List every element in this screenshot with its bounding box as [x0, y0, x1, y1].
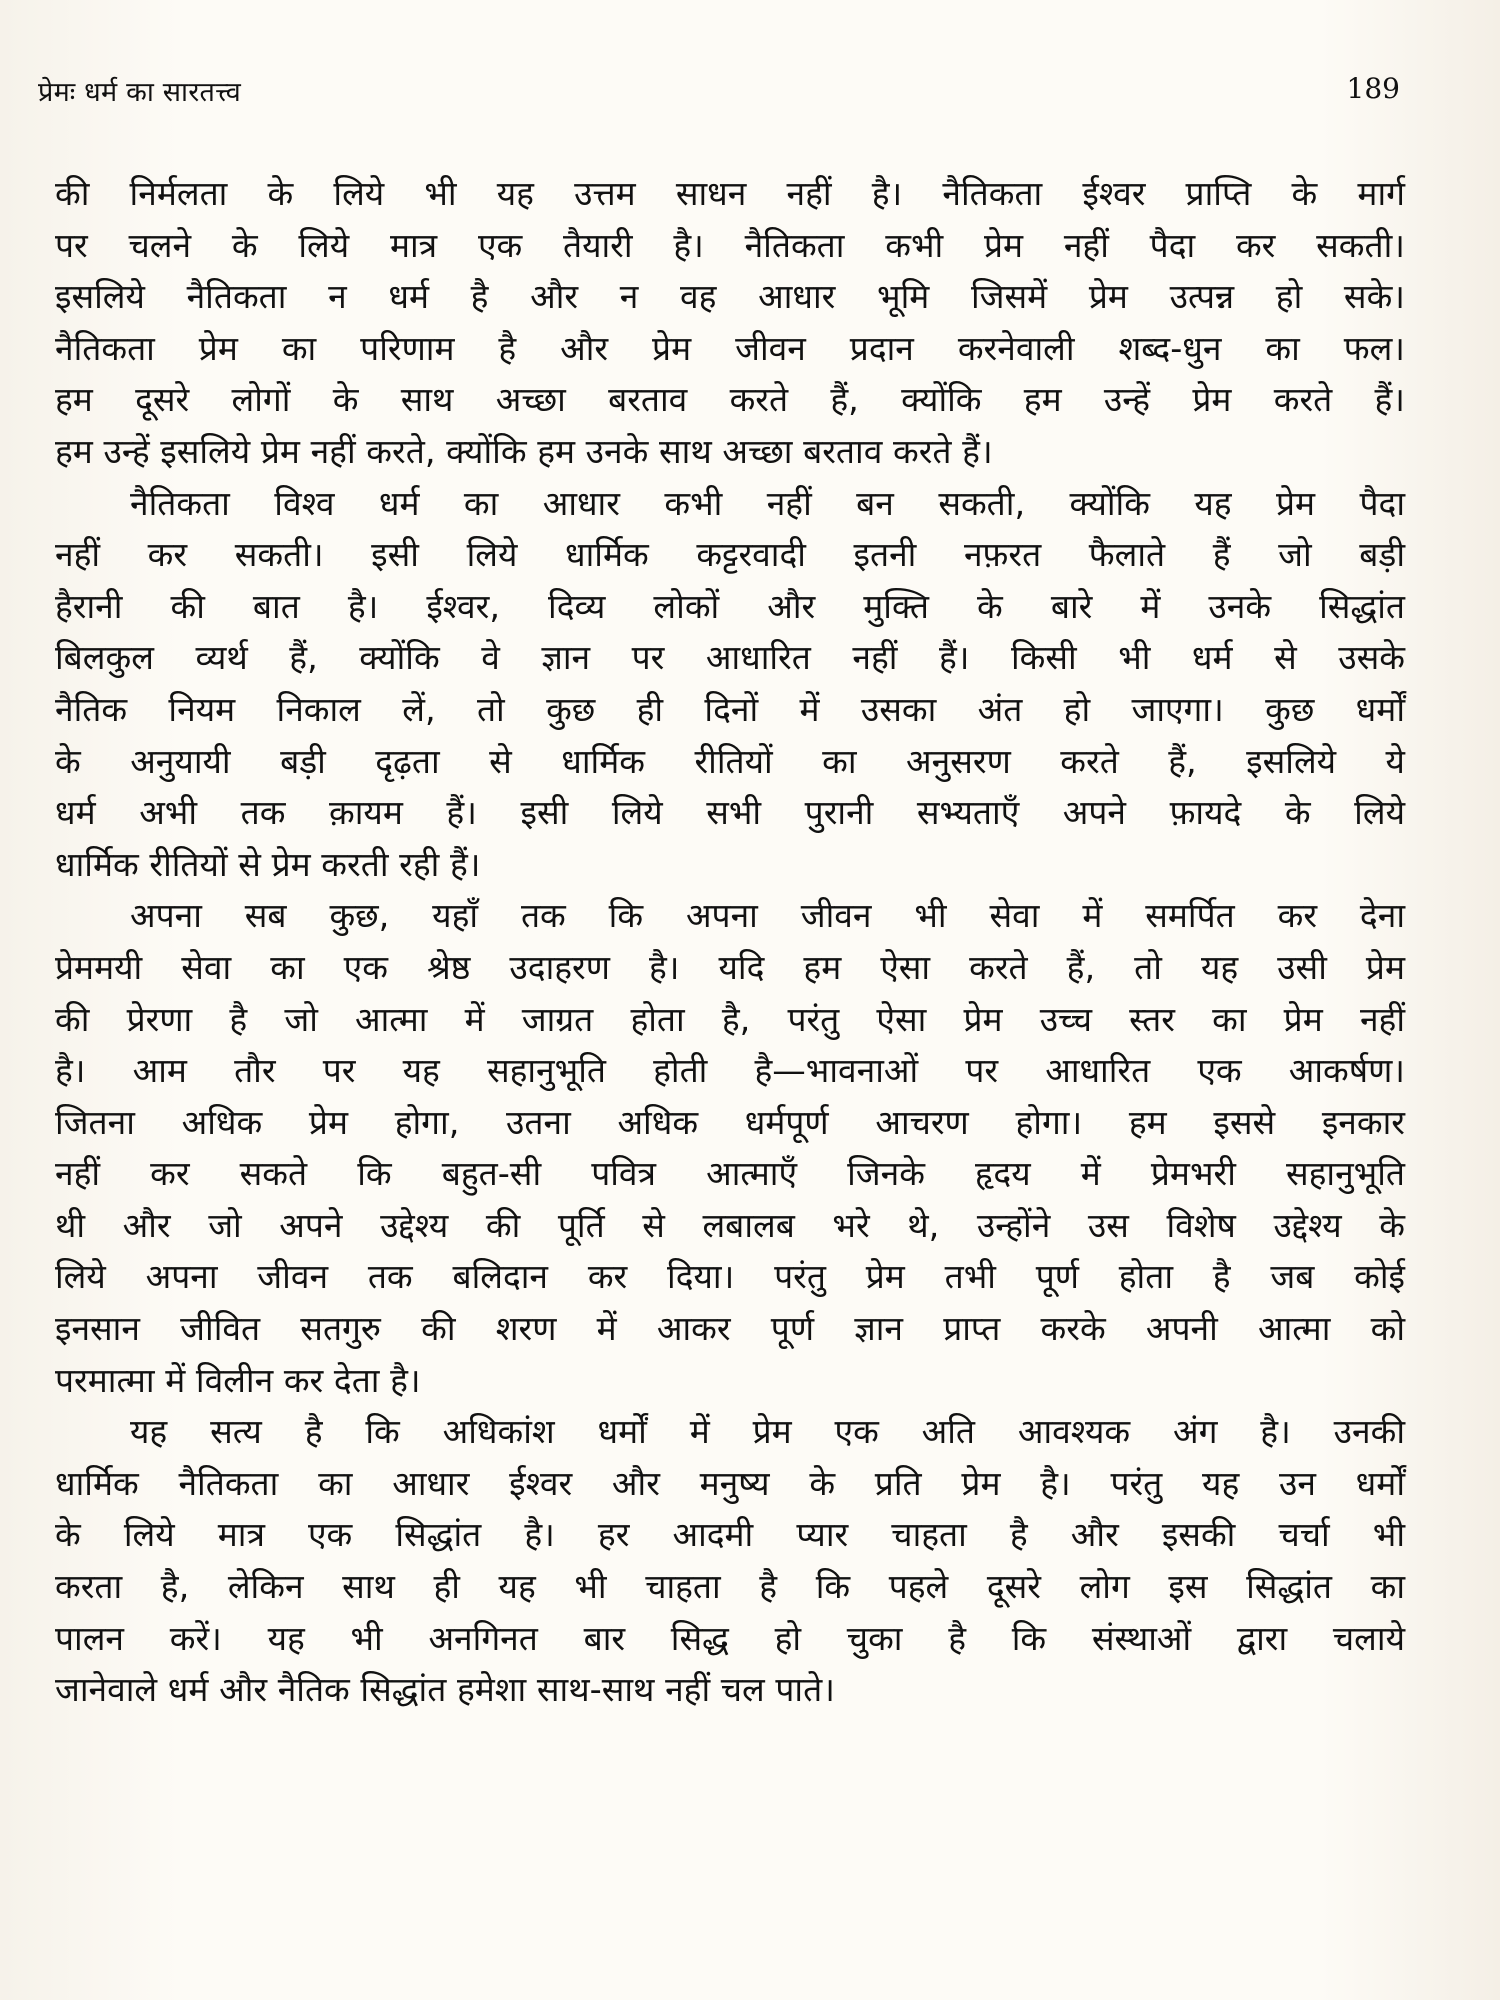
text-line: इसलिये नैतिकता न धर्म है और न वह आधार भूमि जिसमें प्रेम उत्पन्न हो सके।	[55, 277, 1405, 317]
running-head: प्रेमः धर्म का सारतत्त्व	[38, 77, 241, 108]
text-line: है। आम तौर पर यह सहानुभूति होती है—भावनाओं पर आधारित एक आकर्षण।	[55, 1051, 1405, 1091]
text-line: अपना सब कुछ, यहाँ तक कि अपना जीवन भी सेवा में समर्पित कर देना	[130, 896, 1405, 936]
text-line: धार्मिक रीतियों से प्रेम करती रही हैं।	[55, 844, 481, 884]
text-line: इनसान जीवित सतगुरु की शरण में आकर पूर्ण ज्ञान प्राप्त करके अपनी आत्मा को	[55, 1309, 1405, 1349]
text-line: जितना अधिक प्रेम होगा, उतना अधिक धर्मपूर्ण आचरण होगा। हम इससे इनकार	[55, 1102, 1405, 1142]
text-line: थी और जो अपने उद्देश्य की पूर्ति से लबालब भरे थे, उन्होंने उस विशेष उद्देश्य के	[55, 1205, 1405, 1245]
text-line: पर चलने के लिये मात्र एक तैयारी है। नैतिकता कभी प्रेम नहीं पैदा कर सकती।	[55, 225, 1405, 265]
text-line: धार्मिक नैतिकता का आधार ईश्वर और मनुष्य के प्रति प्रेम है। परंतु यह उन धर्मों	[55, 1463, 1405, 1503]
text-line: जानेवाले धर्म और नैतिक सिद्धांत हमेशा साथ-साथ नहीं चल पाते।	[55, 1670, 835, 1710]
text-line: नैतिकता प्रेम का परिणाम है और प्रेम जीवन प्रदान करनेवाली शब्द-धुन का फल।	[55, 328, 1405, 368]
text-line: के लिये मात्र एक सिद्धांत है। हर आदमी प्यार चाहता है और इसकी चर्चा भी	[55, 1515, 1405, 1555]
text-line: हम उन्हें इसलिये प्रेम नहीं करते, क्योंकि हम उनके साथ अच्छा बरताव करते हैं।	[55, 431, 993, 471]
text-line: बिलकुल व्यर्थ हैं, क्योंकि वे ज्ञान पर आधारित नहीं हैं। किसी भी धर्म से उसके	[55, 638, 1405, 678]
text-line: की प्रेरणा है जो आत्मा में जाग्रत होता है, परंतु ऐसा प्रेम उच्च स्तर का प्रेम नहीं	[55, 999, 1405, 1039]
text-line: करता है, लेकिन साथ ही यह भी चाहता है कि पहले दूसरे लोग इस सिद्धांत का	[55, 1567, 1405, 1607]
text-line: परमात्मा में विलीन कर देता है।	[55, 1360, 421, 1400]
body-text	[55, 168, 1405, 1716]
text-line: पालन करें। यह भी अनगिनत बार सिद्ध हो चुका है कि संस्थाओं द्वारा चलाये	[55, 1618, 1405, 1658]
page-number: 189	[1346, 72, 1400, 105]
text-line: लिये अपना जीवन तक बलिदान कर दिया। परंतु प्रेम तभी पूर्ण होता है जब कोई	[55, 1257, 1405, 1297]
text-line: यह सत्य है कि अधिकांश धर्मों में प्रेम एक अति आवश्यक अंग है। उनकी	[130, 1412, 1405, 1452]
text-line: के अनुयायी बड़ी दृढ़ता से धार्मिक रीतियों का अनुसरण करते हैं, इसलिये ये	[55, 741, 1405, 781]
text-line: प्रेममयी सेवा का एक श्रेष्ठ उदाहरण है। यदि हम ऐसा करते हैं, तो यह उसी प्रेम	[55, 947, 1405, 987]
text-line: नहीं कर सकती। इसी लिये धार्मिक कट्टरवादी इतनी नफ़रत फैलाते हैं जो बड़ी	[55, 535, 1405, 575]
text-line: हम दूसरे लोगों के साथ अच्छा बरताव करते हैं, क्योंकि हम उन्हें प्रेम करते हैं।	[55, 380, 1405, 420]
text-line: धर्म अभी तक क़ायम हैं। इसी लिये सभी पुरानी सभ्यताएँ अपने फ़ायदे के लिये	[55, 793, 1405, 833]
text-line: नैतिकता विश्व धर्म का आधार कभी नहीं बन सकती, क्योंकि यह प्रेम पैदा	[130, 483, 1405, 523]
text-line: नैतिक नियम निकाल लें, तो कुछ ही दिनों में उसका अंत हो जाएगा। कुछ धर्मों	[55, 689, 1405, 729]
text-line: नहीं कर सकते कि बहुत-सी पवित्र आत्माएँ जिनके हृदय में प्रेमभरी सहानुभूति	[55, 1154, 1405, 1194]
text-line: की निर्मलता के लिये भी यह उत्तम साधन नहीं है। नैतिकता ईश्वर प्राप्ति के मार्ग	[55, 174, 1405, 213]
text-line: हैरानी की बात है। ईश्वर, दिव्य लोकों और मुक्ति के बारे में उनके सिद्धांत	[55, 586, 1405, 626]
